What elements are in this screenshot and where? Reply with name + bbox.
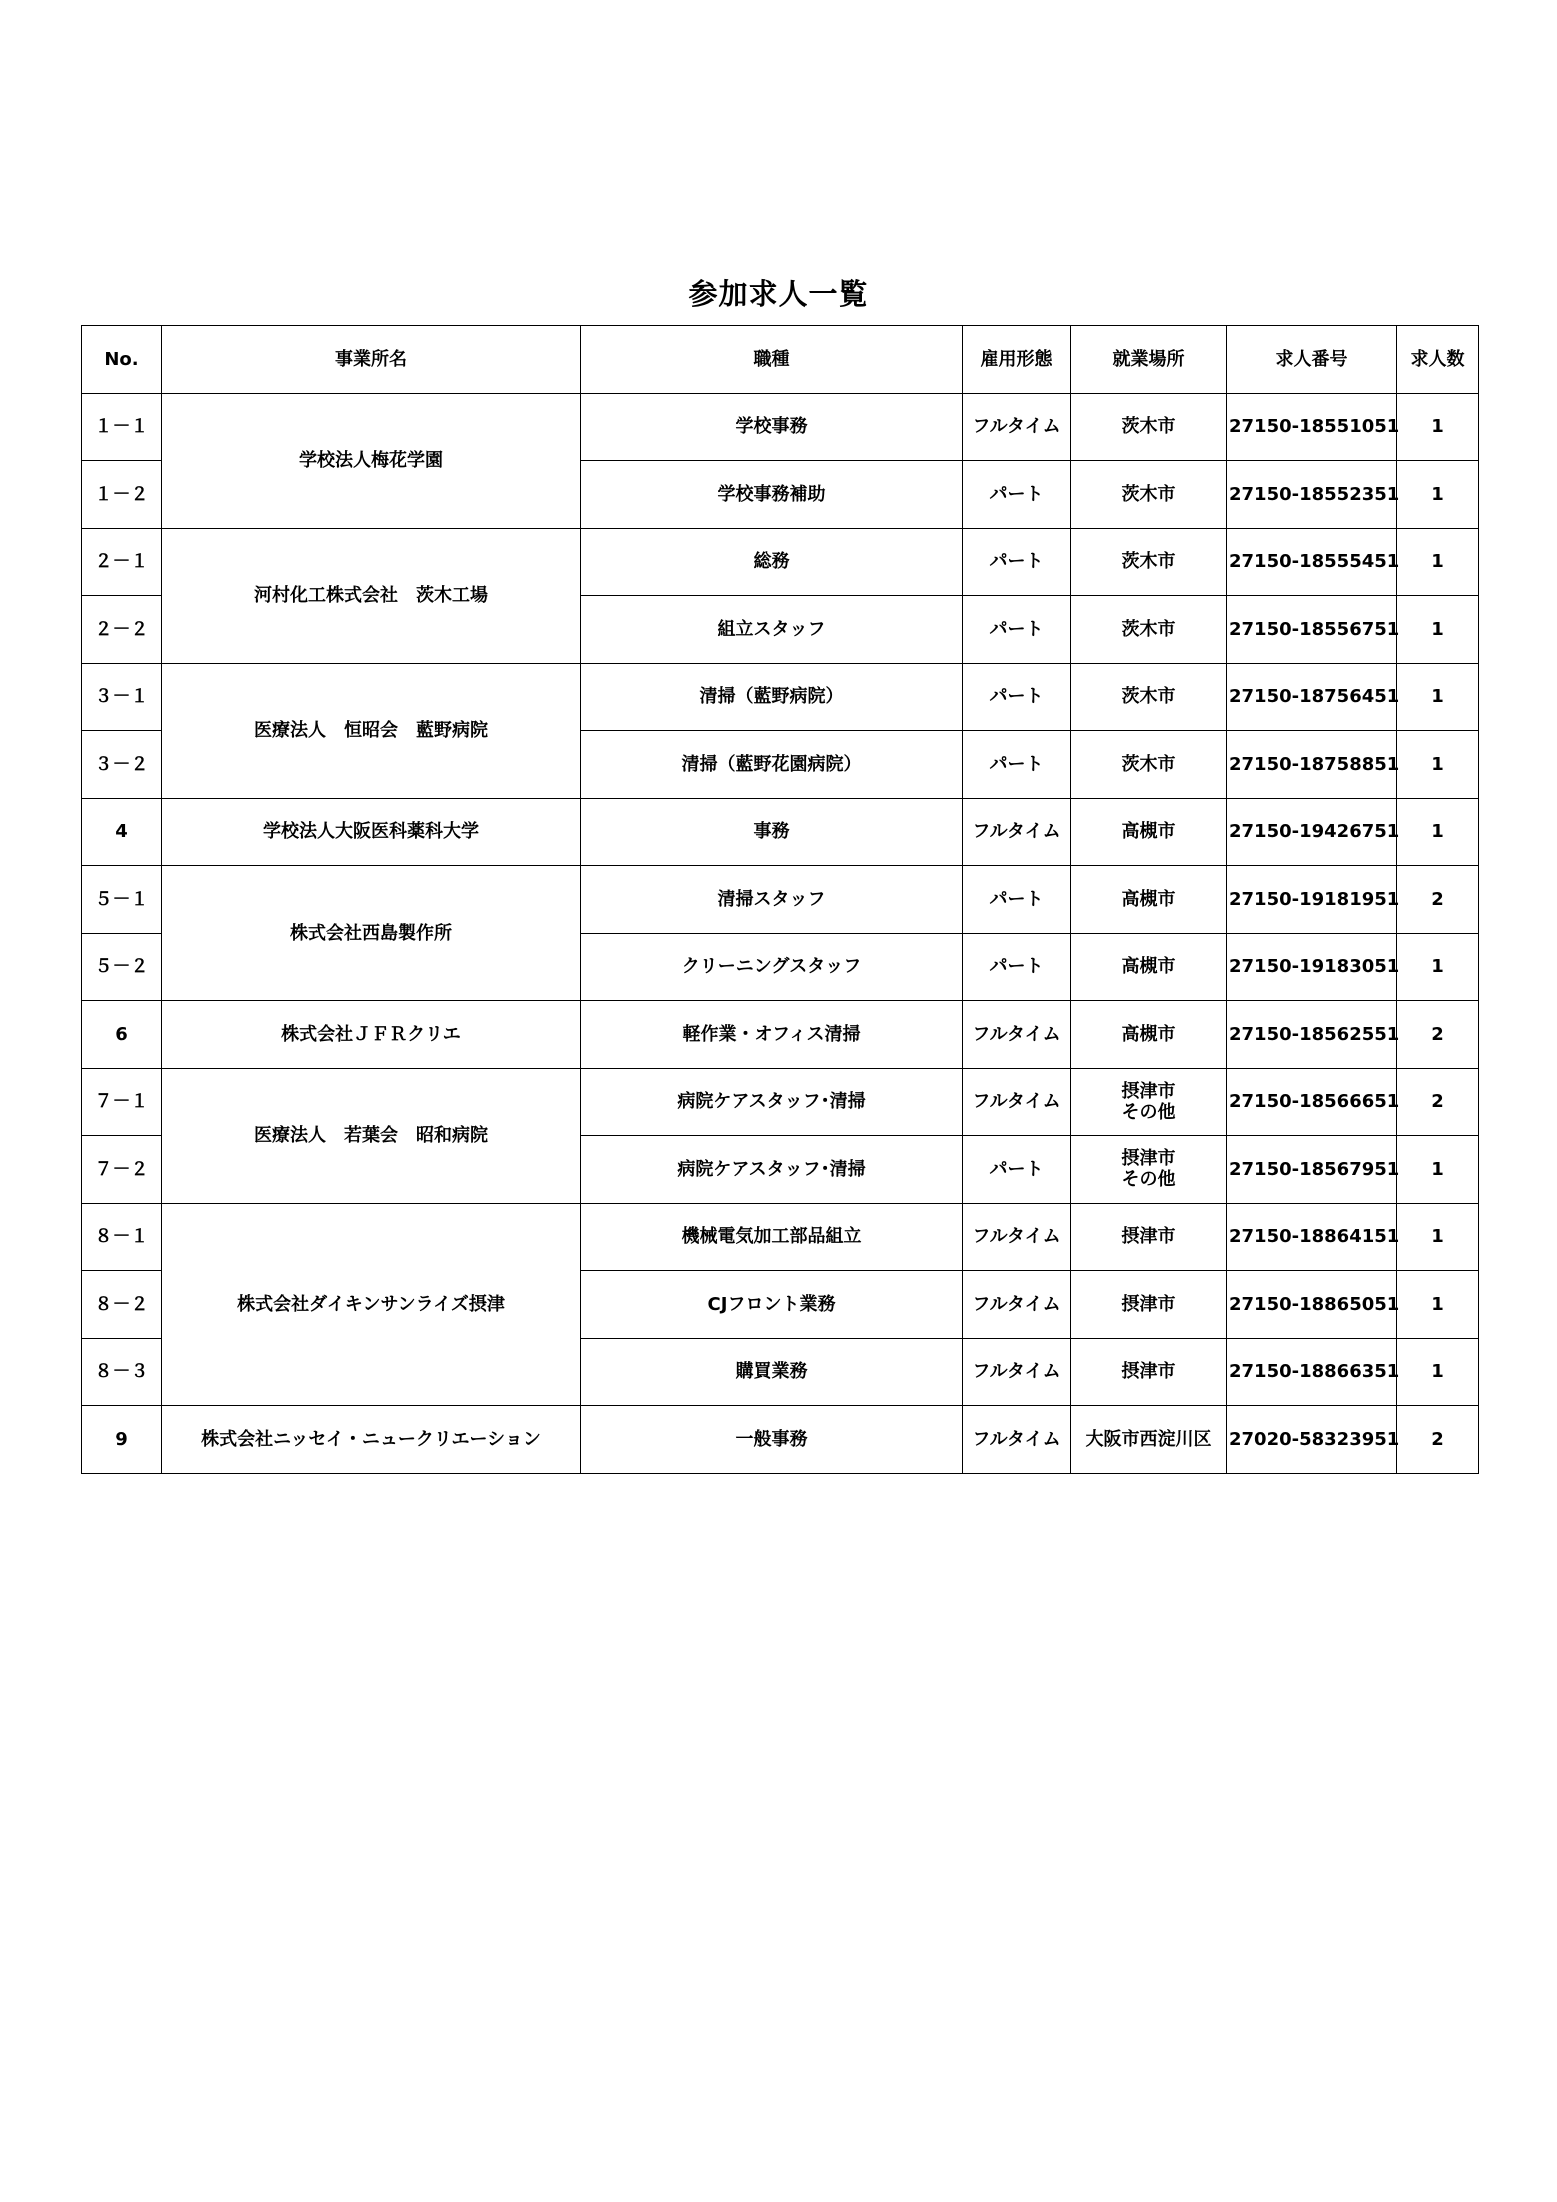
cell-location: 摂津市 (1071, 1271, 1227, 1339)
cell-employment: フルタイム (963, 1068, 1071, 1136)
cell-job: 清掃（藍野花園病院） (581, 731, 963, 799)
header-job-number: 求人番号 (1227, 326, 1397, 394)
cell-employment: パート (963, 866, 1071, 934)
cell-employment: フルタイム (963, 1203, 1071, 1271)
cell-no: ２－１ (82, 528, 162, 596)
header-job: 職種 (581, 326, 963, 394)
cell-job: 組立スタッフ (581, 596, 963, 664)
cell-job: 清掃スタッフ (581, 866, 963, 934)
cell-openings: 1 (1397, 1338, 1479, 1406)
cell-no: ８－３ (82, 1338, 162, 1406)
cell-employment: フルタイム (963, 1406, 1071, 1474)
cell-no: ８－２ (82, 1271, 162, 1339)
cell-job-number: 27150-19183051 (1227, 933, 1397, 1001)
cell-job-number: 27150-18865051 (1227, 1271, 1397, 1339)
cell-no: ７－１ (82, 1068, 162, 1136)
cell-job-number: 27150-18556751 (1227, 596, 1397, 664)
location-line: 摂津市 (1121, 1080, 1176, 1102)
page-title: 参加求人一覧 (688, 277, 869, 311)
cell-job: 清掃（藍野病院） (581, 663, 963, 731)
cell-job: 総務 (581, 528, 963, 596)
cell-openings: 1 (1397, 731, 1479, 799)
cell-company: 株式会社ＪＦＲクリエ (162, 1001, 581, 1069)
cell-openings: 1 (1397, 393, 1479, 461)
cell-no: ２－２ (82, 596, 162, 664)
cell-no: １－２ (82, 461, 162, 529)
table-row (82, 393, 1479, 461)
cell-location: 高槻市 (1071, 866, 1227, 934)
cell-job: 機械電気加工部品組立 (581, 1203, 963, 1271)
cell-job-number: 27150-18866351 (1227, 1338, 1397, 1406)
cell-openings: 1 (1397, 1203, 1479, 1271)
cell-openings: 2 (1397, 1406, 1479, 1474)
cell-no: 4 (82, 798, 162, 866)
table-row (82, 798, 1479, 866)
cell-openings: 1 (1397, 1271, 1479, 1339)
cell-company: 学校法人梅花学園 (162, 393, 581, 528)
cell-job-number: 27150-18566651 (1227, 1068, 1397, 1136)
header-employment: 雇用形態 (963, 326, 1071, 394)
table-row (82, 866, 1479, 934)
cell-job: 事務 (581, 798, 963, 866)
cell-no: 6 (82, 1001, 162, 1069)
cell-employment: パート (963, 663, 1071, 731)
cell-company: 株式会社ダイキンサンライズ摂津 (162, 1203, 581, 1406)
cell-no: ５－１ (82, 866, 162, 934)
header-row (82, 326, 1479, 394)
cell-company: 河村化工株式会社 茨木工場 (162, 528, 581, 663)
cell-job: 学校事務補助 (581, 461, 963, 529)
cell-job: 病院ケアスタッフ･清掃 (581, 1068, 963, 1136)
cell-employment: パート (963, 528, 1071, 596)
cell-job-number: 27150-18552351 (1227, 461, 1397, 529)
table-row (82, 1068, 1479, 1136)
cell-openings: 1 (1397, 461, 1479, 529)
cell-employment: パート (963, 596, 1071, 664)
cell-job: 一般事務 (581, 1406, 963, 1474)
header-openings: 求人数 (1397, 326, 1479, 394)
cell-no: ５－２ (82, 933, 162, 1001)
cell-job-number: 27150-19426751 (1227, 798, 1397, 866)
cell-company: 株式会社ニッセイ・ニュークリエーション (162, 1406, 581, 1474)
table-row (82, 528, 1479, 596)
cell-company: 医療法人 若葉会 昭和病院 (162, 1068, 581, 1203)
cell-openings: 2 (1397, 1068, 1479, 1136)
cell-employment: フルタイム (963, 1338, 1071, 1406)
cell-no: １－１ (82, 393, 162, 461)
cell-openings: 1 (1397, 596, 1479, 664)
cell-employment: パート (963, 1136, 1071, 1204)
cell-job-number: 27150-18551051 (1227, 393, 1397, 461)
table-row (82, 1406, 1479, 1474)
cell-no: ７－２ (82, 1136, 162, 1204)
cell-openings: 2 (1397, 1001, 1479, 1069)
cell-job-number: 27020-58323951 (1227, 1406, 1397, 1474)
cell-location: 茨木市 (1071, 663, 1227, 731)
cell-employment: フルタイム (963, 798, 1071, 866)
cell-job-number: 27150-18756451 (1227, 663, 1397, 731)
cell-job: クリーニングスタッフ (581, 933, 963, 1001)
cell-location: 茨木市 (1071, 596, 1227, 664)
cell-location: 高槻市 (1071, 933, 1227, 1001)
cell-job-number: 27150-19181951 (1227, 866, 1397, 934)
location-line: その他 (1121, 1101, 1176, 1123)
header-company: 事業所名 (162, 326, 581, 394)
cell-no: ３－１ (82, 663, 162, 731)
cell-location: 茨木市 (1071, 393, 1227, 461)
cell-employment: フルタイム (963, 1001, 1071, 1069)
cell-job-number: 27150-18567951 (1227, 1136, 1397, 1204)
table-row (82, 1203, 1479, 1271)
cell-no: 9 (82, 1406, 162, 1474)
cell-location: 高槻市 (1071, 798, 1227, 866)
cell-employment: パート (963, 933, 1071, 1001)
cell-employment: パート (963, 461, 1071, 529)
table-row (82, 1001, 1479, 1069)
cell-company: 学校法人大阪医科薬科大学 (162, 798, 581, 866)
header-location: 就業場所 (1071, 326, 1227, 394)
cell-openings: 1 (1397, 663, 1479, 731)
cell-location: 茨木市 (1071, 528, 1227, 596)
cell-job-number: 27150-18864151 (1227, 1203, 1397, 1271)
cell-job: 学校事務 (581, 393, 963, 461)
cell-openings: 1 (1397, 1136, 1479, 1204)
cell-job: 軽作業・オフィス清掃 (581, 1001, 963, 1069)
table-row (82, 663, 1479, 731)
job-listing-table (81, 325, 1479, 1474)
cell-employment: フルタイム (963, 393, 1071, 461)
cell-location: 摂津市 (1071, 1338, 1227, 1406)
cell-location (1071, 1068, 1227, 1136)
cell-location: 茨木市 (1071, 731, 1227, 799)
cell-job: 病院ケアスタッフ･清掃 (581, 1136, 963, 1204)
cell-openings: 1 (1397, 798, 1479, 866)
cell-job-number: 27150-18562551 (1227, 1001, 1397, 1069)
cell-job: CJフロント業務 (581, 1271, 963, 1339)
cell-company: 株式会社西島製作所 (162, 866, 581, 1001)
cell-openings: 1 (1397, 933, 1479, 1001)
cell-no: ３－２ (82, 731, 162, 799)
cell-employment: パート (963, 731, 1071, 799)
cell-job-number: 27150-18555451 (1227, 528, 1397, 596)
cell-job: 購買業務 (581, 1338, 963, 1406)
location-line: その他 (1121, 1169, 1176, 1191)
cell-location: 摂津市 (1071, 1203, 1227, 1271)
cell-openings: 2 (1397, 866, 1479, 934)
cell-employment: フルタイム (963, 1271, 1071, 1339)
cell-no: ８－１ (82, 1203, 162, 1271)
location-line: 摂津市 (1121, 1148, 1176, 1170)
cell-job-number: 27150-18758851 (1227, 731, 1397, 799)
cell-location: 茨木市 (1071, 461, 1227, 529)
cell-location (1071, 1136, 1227, 1204)
cell-location: 大阪市西淀川区 (1071, 1406, 1227, 1474)
cell-openings: 1 (1397, 528, 1479, 596)
cell-company: 医療法人 恒昭会 藍野病院 (162, 663, 581, 798)
cell-location: 高槻市 (1071, 1001, 1227, 1069)
header-no: No. (82, 326, 162, 394)
